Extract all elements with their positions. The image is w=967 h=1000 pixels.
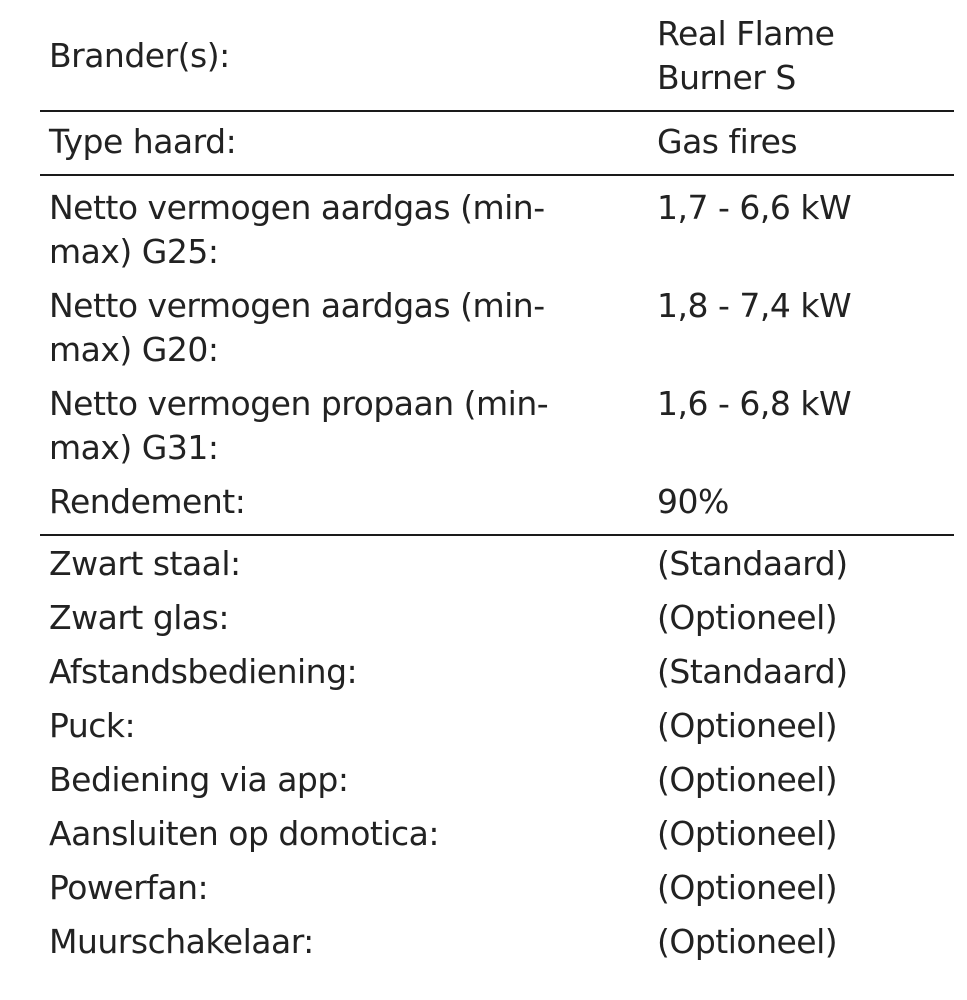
spec-label: Netto vermogen aardgas (min-max) G25: (49, 188, 545, 271)
spec-row-option (40, 920, 954, 964)
spec-group-power (40, 176, 954, 536)
spec-value: (Optioneel) (657, 814, 838, 853)
spec-row-efficiency (40, 480, 954, 524)
spec-label: Aansluiten op domotica: (49, 814, 439, 853)
spec-value: (Optioneel) (657, 868, 838, 907)
spec-row-burner (40, 12, 954, 100)
spec-row-option (40, 704, 954, 748)
spec-group-type (40, 112, 954, 176)
spec-row-type (40, 120, 954, 164)
spec-row-power-g25 (40, 186, 954, 274)
spec-label: Brander(s): (49, 36, 230, 75)
spec-value: (Optioneel) (657, 598, 838, 637)
spec-value: 1,6 - 6,8 kW (657, 384, 852, 423)
spec-row-option (40, 650, 954, 694)
spec-label: Zwart glas: (49, 598, 229, 637)
spec-label: Puck: (49, 706, 136, 745)
spec-label: Netto vermogen propaan (min-max) G31: (49, 384, 549, 467)
spec-label: Afstandsbediening: (49, 652, 358, 691)
spec-value: Real Flame Burner S (657, 14, 835, 97)
spec-label: Zwart staal: (49, 544, 241, 583)
spec-row-option (40, 596, 954, 640)
spec-row-option (40, 812, 954, 856)
spec-label: Rendement: (49, 482, 246, 521)
spec-row-power-g31 (40, 382, 954, 470)
spec-label: Powerfan: (49, 868, 209, 907)
spec-table (40, 0, 954, 964)
spec-value: 1,7 - 6,6 kW (657, 188, 852, 227)
spec-value: 90% (657, 482, 729, 521)
spec-group-options (40, 536, 954, 964)
spec-value: (Standaard) (657, 544, 848, 583)
spec-value: (Optioneel) (657, 760, 838, 799)
spec-group-burner (40, 0, 954, 112)
spec-value: 1,8 - 7,4 kW (657, 286, 852, 325)
spec-row-option (40, 542, 954, 586)
spec-label: Netto vermogen aardgas (min-max) G20: (49, 286, 545, 369)
spec-row-power-g20 (40, 284, 954, 372)
spec-label: Type haard: (49, 122, 237, 161)
spec-value: (Optioneel) (657, 922, 838, 961)
spec-label: Muurschakelaar: (49, 922, 314, 961)
spec-value: (Optioneel) (657, 706, 838, 745)
spec-value: Gas fires (657, 122, 798, 161)
spec-row-option (40, 758, 954, 802)
spec-value: (Standaard) (657, 652, 848, 691)
spec-row-option (40, 866, 954, 910)
spec-label: Bediening via app: (49, 760, 349, 799)
